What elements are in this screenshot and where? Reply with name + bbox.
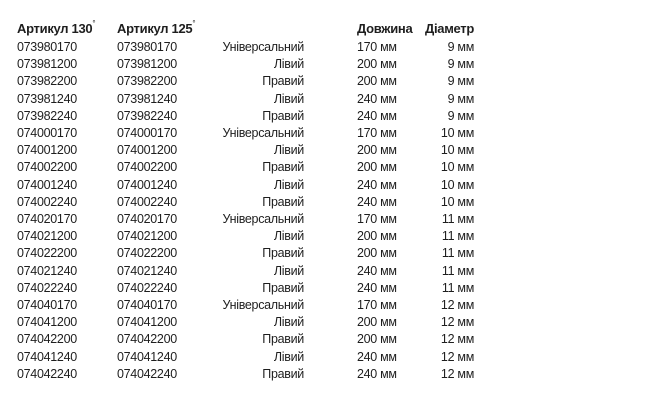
cell-article-125: 073981200 xyxy=(117,57,177,72)
cell-article-130: 074041240 xyxy=(17,349,77,364)
cell-article-130: 074002240 xyxy=(17,194,77,209)
table-row xyxy=(17,211,474,228)
cell-length: 240 мм xyxy=(357,108,397,123)
cell-type: Універсальний xyxy=(222,40,304,54)
cell-article-130: 074020170 xyxy=(17,212,77,227)
spec-table xyxy=(17,18,474,383)
cell-length: 200 мм xyxy=(357,74,397,89)
header-row xyxy=(17,18,474,39)
cell-diameter: 12 мм xyxy=(440,315,474,330)
cell-article-130: 074001200 xyxy=(17,143,77,158)
cell-article-130: 073980170 xyxy=(17,40,77,54)
table-row xyxy=(17,91,474,108)
table-row xyxy=(17,297,474,314)
cell-length: 200 мм xyxy=(357,315,397,330)
cell-length: 200 мм xyxy=(357,57,397,72)
table-body xyxy=(17,39,474,383)
cell-diameter: 11 мм xyxy=(441,229,474,244)
cell-type: Універсальний xyxy=(222,298,304,313)
cell-diameter: 10 мм xyxy=(440,160,474,175)
cell-article-125: 074001200 xyxy=(117,143,177,158)
cell-length: 240 мм xyxy=(357,91,397,106)
cell-article-130: 073981240 xyxy=(17,91,77,106)
cell-article-130: 074021240 xyxy=(17,263,77,278)
cell-article-125: 074002240 xyxy=(117,194,177,209)
cell-length: 240 мм xyxy=(357,280,397,295)
cell-diameter: 12 мм xyxy=(440,366,474,381)
cell-type: Лівий xyxy=(273,349,304,364)
header-diameter: Діаметр xyxy=(425,21,474,36)
cell-article-130: 073982200 xyxy=(17,74,77,89)
cell-article-125: 074041200 xyxy=(117,315,177,330)
table-row xyxy=(17,159,474,176)
cell-diameter: 11 мм xyxy=(441,212,474,227)
table-row xyxy=(17,349,474,366)
cell-article-130: 073982240 xyxy=(17,108,77,123)
cell-length: 170 мм xyxy=(357,212,397,227)
cell-article-125: 074042240 xyxy=(117,366,177,381)
cell-diameter: 9 мм xyxy=(447,74,474,89)
table-row xyxy=(17,331,474,348)
cell-diameter: 11 мм xyxy=(441,246,474,261)
cell-article-125: 073980170 xyxy=(117,40,177,54)
cell-diameter: 9 мм xyxy=(447,91,474,106)
cell-article-130: 074002200 xyxy=(17,160,77,175)
cell-length: 200 мм xyxy=(357,229,397,244)
cell-article-130: 074001240 xyxy=(17,177,77,192)
table-row xyxy=(17,314,474,331)
cell-type: Правий xyxy=(262,74,304,89)
cell-article-130: 074000170 xyxy=(17,126,77,141)
header-length: Довжина xyxy=(357,21,413,36)
header-article-130 xyxy=(17,18,117,39)
cell-article-130: 074022200 xyxy=(17,246,77,261)
cell-type: Правий xyxy=(262,280,304,295)
cell-diameter: 11 мм xyxy=(441,280,474,295)
cell-type: Правий xyxy=(262,160,304,175)
cell-type: Правий xyxy=(262,332,304,347)
cell-diameter: 10 мм xyxy=(440,177,474,192)
cell-diameter: 9 мм xyxy=(447,108,474,123)
table-row xyxy=(17,125,474,142)
cell-diameter: 12 мм xyxy=(440,332,474,347)
header-article-125-mark: ° xyxy=(192,19,196,28)
cell-type: Правий xyxy=(262,108,304,123)
table-row xyxy=(17,39,474,56)
cell-type: Лівий xyxy=(273,91,304,106)
cell-article-125: 074020170 xyxy=(117,212,177,227)
spec-document xyxy=(17,18,474,383)
cell-article-130: 074042240 xyxy=(17,366,77,381)
cell-length: 240 мм xyxy=(357,263,397,278)
cell-article-125: 074021240 xyxy=(117,263,177,278)
table-row xyxy=(17,108,474,125)
cell-article-125: 073982200 xyxy=(117,74,177,89)
table-row xyxy=(17,245,474,262)
cell-article-125: 074022240 xyxy=(117,280,177,295)
cell-article-130: 074040170 xyxy=(17,298,77,313)
cell-type: Правий xyxy=(262,366,304,381)
cell-article-130: 074042200 xyxy=(17,332,77,347)
cell-article-125: 073982240 xyxy=(117,108,177,123)
cell-type: Правий xyxy=(262,194,304,209)
header-article-130-mark: ° xyxy=(92,19,96,28)
table-row xyxy=(17,263,474,280)
cell-diameter: 10 мм xyxy=(440,194,474,209)
cell-length: 200 мм xyxy=(357,332,397,347)
cell-diameter: 9 мм xyxy=(447,57,474,72)
table-row xyxy=(17,56,474,73)
table-row xyxy=(17,280,474,297)
cell-article-125: 074022200 xyxy=(117,246,177,261)
cell-article-125: 074041240 xyxy=(117,349,177,364)
cell-type: Лівий xyxy=(273,57,304,72)
table-row xyxy=(17,228,474,245)
header-article-125-label: Артикул 125 xyxy=(117,21,193,36)
cell-length: 240 мм xyxy=(357,177,397,192)
cell-length: 240 мм xyxy=(357,349,397,364)
cell-type: Універсальний xyxy=(222,126,304,141)
cell-diameter: 10 мм xyxy=(440,143,474,158)
cell-article-130: 074041200 xyxy=(17,315,77,330)
cell-length: 170 мм xyxy=(357,40,397,54)
cell-diameter: 12 мм xyxy=(440,298,474,313)
cell-diameter: 10 мм xyxy=(440,126,474,141)
cell-type: Правий xyxy=(262,246,304,261)
cell-type: Лівий xyxy=(273,177,304,192)
cell-article-130: 074021200 xyxy=(17,229,77,244)
cell-article-125: 074002200 xyxy=(117,160,177,175)
cell-article-125: 073981240 xyxy=(117,91,177,106)
cell-type: Лівий xyxy=(273,263,304,278)
cell-length: 200 мм xyxy=(357,160,397,175)
cell-length: 240 мм xyxy=(357,366,397,381)
cell-type: Універсальний xyxy=(222,212,304,227)
cell-article-130: 073981200 xyxy=(17,57,77,72)
cell-diameter: 12 мм xyxy=(440,349,474,364)
cell-article-125: 074042200 xyxy=(117,332,177,347)
cell-type: Лівий xyxy=(273,143,304,158)
cell-article-125: 074040170 xyxy=(117,298,177,313)
cell-article-125: 074001240 xyxy=(117,177,177,192)
cell-length: 240 мм xyxy=(357,194,397,209)
table-row xyxy=(17,73,474,90)
table-row xyxy=(17,366,474,383)
cell-diameter: 9 мм xyxy=(447,40,474,54)
header-article-130-label: Артикул 130 xyxy=(17,21,93,36)
cell-article-130: 074022240 xyxy=(17,280,77,295)
cell-diameter: 11 мм xyxy=(441,263,474,278)
header-type xyxy=(217,18,304,39)
table-row xyxy=(17,194,474,211)
header-article-125 xyxy=(117,18,217,39)
table-row xyxy=(17,142,474,159)
cell-article-125: 074000170 xyxy=(117,126,177,141)
cell-length: 170 мм xyxy=(357,126,397,141)
cell-article-125: 074021200 xyxy=(117,229,177,244)
table-row xyxy=(17,177,474,194)
cell-type: Лівий xyxy=(273,315,304,330)
cell-length: 200 мм xyxy=(357,143,397,158)
cell-length: 200 мм xyxy=(357,246,397,261)
cell-type: Лівий xyxy=(273,229,304,244)
cell-length: 170 мм xyxy=(357,298,397,313)
table-header xyxy=(17,18,474,39)
